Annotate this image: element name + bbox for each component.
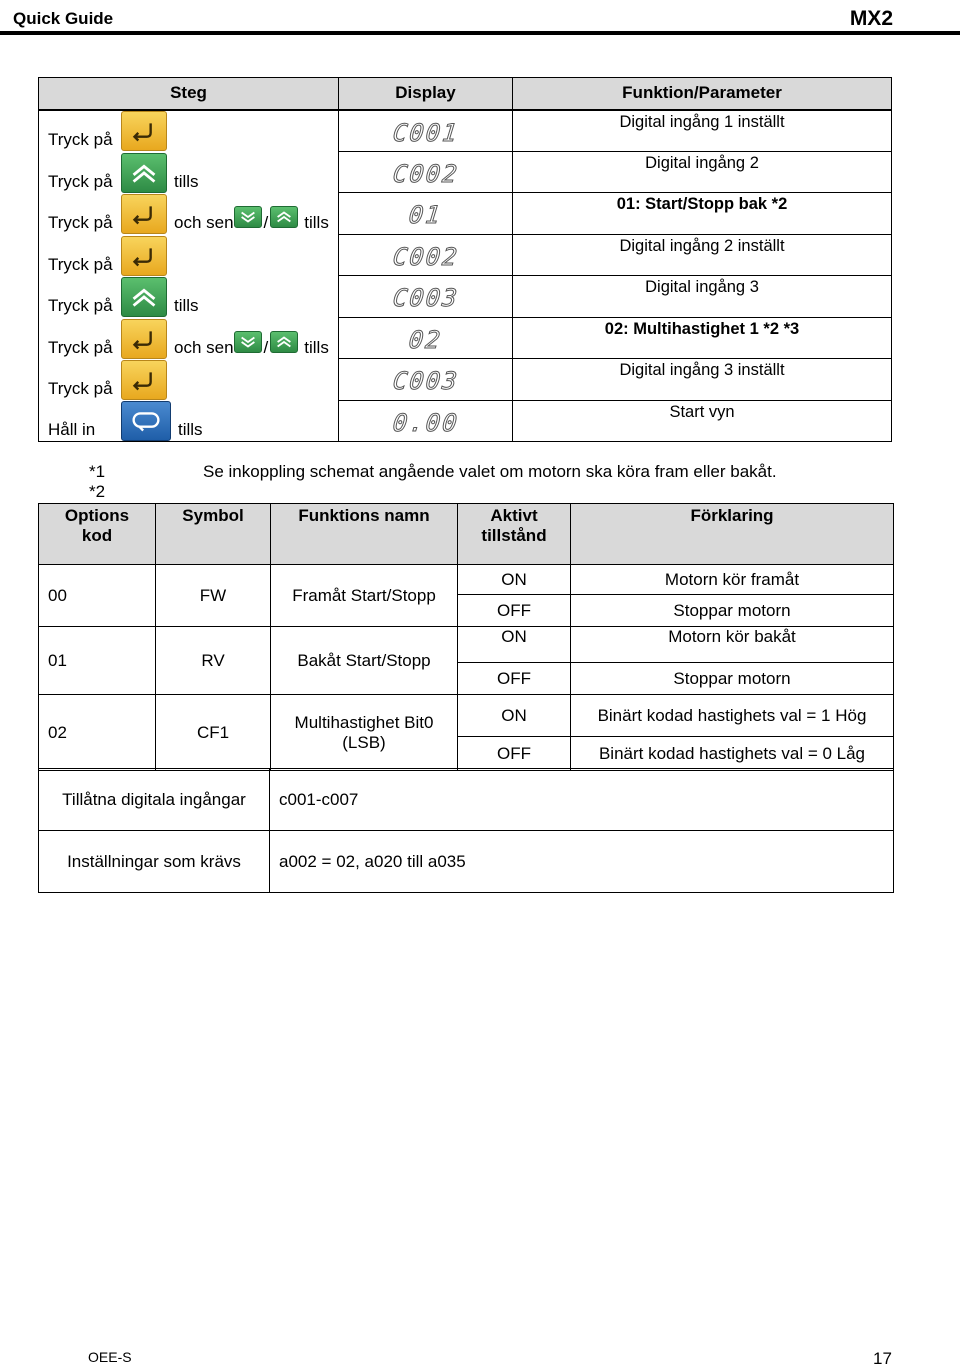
display-readout: C001: [391, 118, 460, 147]
display-readout: 0.00: [391, 408, 460, 437]
required-settings-label: Inställningar som krävs: [39, 831, 270, 893]
up-key-icon: [121, 153, 167, 193]
display-readout: C002: [391, 159, 460, 188]
up-key-icon: [270, 331, 298, 353]
step-instruction: [48, 152, 199, 193]
up-key-icon: [121, 277, 167, 317]
step-instruction: [48, 235, 174, 276]
steps-header-function: Funktion/Parameter: [513, 78, 892, 110]
note-1-text: Se inkoppling schemat angående valet om motorn ska köra fram eller bakåt.: [203, 462, 777, 481]
step-extra-text: och sen: [174, 213, 234, 232]
options-header-code: Options kod: [39, 504, 156, 565]
options-header-explanation: Förklaring: [571, 504, 894, 565]
steps-header-steg: Steg: [39, 78, 339, 110]
option-code: 02: [39, 695, 156, 771]
step-row: [39, 110, 892, 152]
function-parameter: Digital ingång 3: [513, 276, 892, 318]
document-header-model: MX2: [849, 7, 893, 30]
enter-key-icon: [121, 111, 167, 151]
requirements-table: [38, 768, 894, 893]
function-parameter: 01: Start/Stopp bak *2: [513, 193, 892, 235]
option-name: Bakåt Start/Stopp: [271, 627, 458, 695]
step-extra-text: tills: [304, 213, 329, 232]
step-action-label: Tryck på: [48, 130, 113, 149]
function-parameter: Digital ingång 3 inställt: [513, 359, 892, 401]
step-slash: /: [263, 213, 269, 232]
step-instruction: [48, 400, 203, 441]
option-on-state: ON: [458, 627, 571, 663]
function-parameter: 02: Multihastighet 1 *2 *3: [513, 317, 892, 359]
up-key-icon: [270, 206, 298, 228]
option-off-explanation: Binärt kodad hastighets val = 0 Låg: [571, 737, 894, 771]
step-action-label: Tryck på: [48, 254, 113, 274]
step-cell: [39, 359, 339, 401]
down-key-icon: [234, 206, 262, 228]
option-code: 01: [39, 627, 156, 695]
page-number: 17: [873, 1349, 892, 1365]
step-action-label: Håll in: [48, 420, 96, 439]
step-instruction: [48, 110, 174, 151]
display-readout: C003: [391, 367, 460, 395]
option-symbol: FW: [156, 565, 271, 627]
display-readout: 01: [407, 201, 444, 229]
option-symbol: CF1: [156, 695, 271, 771]
step-row: [39, 400, 892, 442]
option-off-state: OFF: [458, 663, 571, 695]
note-1-marker: *1: [89, 462, 106, 481]
allowed-inputs-label: Tillåtna digitala ingångar: [39, 769, 270, 831]
step-cell: [39, 110, 339, 152]
step-cell: [39, 234, 339, 276]
option-off-state: OFF: [458, 595, 571, 627]
step-cell: [39, 151, 339, 193]
display-readout: C002: [391, 242, 460, 271]
step-row: [39, 193, 892, 235]
display-readout: C003: [391, 284, 460, 312]
option-name: Framåt Start/Stopp: [271, 565, 458, 627]
enter-key-icon: [121, 236, 167, 276]
option-on-state: ON: [458, 695, 571, 737]
header-rule: [0, 31, 960, 35]
note-2-marker: *2: [89, 482, 106, 501]
step-instruction: [48, 359, 174, 400]
option-on-explanation: Motorn kör bakåt: [571, 627, 894, 663]
step-cell: [39, 317, 339, 359]
display-cell: [339, 110, 513, 152]
step-action-label: Tryck på: [48, 379, 113, 398]
step-extra-text: och sen: [174, 337, 234, 357]
step-action-label: Tryck på: [48, 171, 113, 191]
step-slash: /: [263, 337, 269, 357]
step-instruction: [48, 276, 199, 317]
step-cell: [39, 193, 339, 235]
option-on-explanation: Binärt kodad hastighets val = 1 Hög: [571, 695, 894, 737]
step-extra-text: tills: [174, 296, 199, 315]
step-extra-text: tills: [304, 337, 329, 357]
display-readout: 02: [407, 325, 444, 354]
display-cell: [339, 193, 513, 235]
document-header-title: Quick Guide: [13, 9, 114, 28]
option-off-explanation: Stoppar motorn: [571, 595, 894, 627]
option-name: Multihastighet Bit0 (LSB): [271, 695, 458, 771]
display-cell: [339, 151, 513, 193]
escape-key-icon: [121, 401, 171, 441]
function-parameter: Digital ingång 2 inställt: [513, 234, 892, 276]
display-cell: [339, 317, 513, 359]
step-action-label: Tryck på: [48, 337, 113, 357]
step-row: [39, 234, 892, 276]
enter-key-icon: [121, 319, 167, 359]
display-cell: [339, 400, 513, 442]
allowed-inputs-value: c001-c007: [270, 769, 894, 831]
footer-label: OEE-S: [88, 1349, 132, 1365]
step-cell: [39, 400, 339, 442]
step-cell: [39, 276, 339, 318]
step-row: [39, 276, 892, 318]
function-parameter: Start vyn: [513, 400, 892, 442]
function-parameter: Digital ingång 2: [513, 151, 892, 193]
display-cell: [339, 359, 513, 401]
option-off-state: OFF: [458, 737, 571, 771]
step-action-label: Tryck på: [48, 213, 113, 232]
option-code: 00: [39, 565, 156, 627]
option-on-explanation: Motorn kör framåt: [571, 565, 894, 595]
step-row: [39, 317, 892, 359]
step-extra-text: tills: [178, 420, 203, 439]
required-settings-value: a002 = 02, a020 till a035: [270, 831, 894, 893]
option-symbol: RV: [156, 627, 271, 695]
step-extra-text: tills: [174, 171, 199, 191]
step-action-label: Tryck på: [48, 296, 113, 315]
option-off-explanation: Stoppar motorn: [571, 663, 894, 695]
option-on-state: ON: [458, 565, 571, 595]
steps-table: [38, 77, 892, 442]
function-parameter: Digital ingång 1 inställt: [513, 110, 892, 152]
options-header-active: Aktivt tillstånd: [458, 504, 571, 565]
options-table: [38, 503, 894, 771]
display-cell: [339, 234, 513, 276]
display-cell: [339, 276, 513, 318]
step-row: [39, 151, 892, 193]
step-instruction: [48, 318, 329, 359]
step-instruction: [48, 193, 329, 234]
steps-header-display: Display: [339, 78, 513, 110]
step-row: [39, 359, 892, 401]
enter-key-icon: [121, 194, 167, 234]
options-header-name: Funktions namn: [271, 504, 458, 565]
down-key-icon: [234, 331, 262, 353]
enter-key-icon: [121, 360, 167, 400]
options-header-symbol: Symbol: [156, 504, 271, 565]
